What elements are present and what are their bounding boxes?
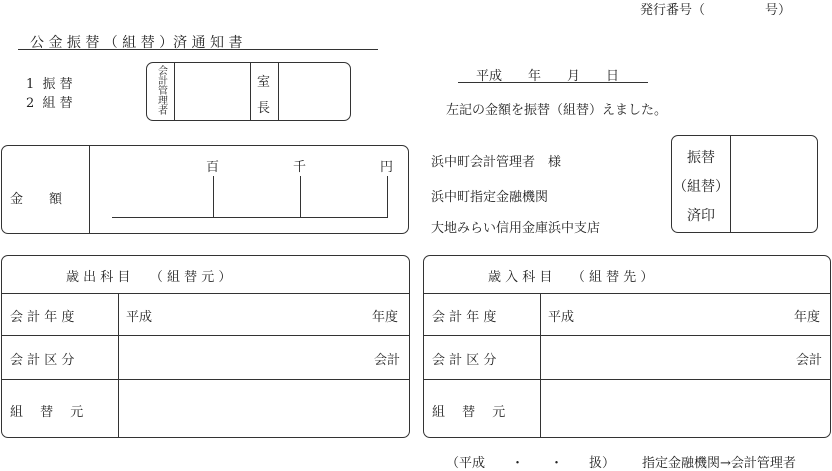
section-divider bbox=[424, 293, 830, 294]
amount-baseline bbox=[112, 217, 388, 218]
reclass-source-label: 組 替 元 bbox=[10, 405, 84, 420]
account-division-label: 会 計 区 分 bbox=[10, 353, 75, 368]
reclass-source-label: 組 替 元 bbox=[432, 405, 506, 420]
fiscal-year-label: 会 計 年 度 bbox=[432, 310, 497, 325]
fiscal-year-prefix: 平成 bbox=[126, 310, 153, 325]
chief-label-bottom: 長 bbox=[257, 101, 271, 116]
unit-yen: 円 bbox=[380, 160, 394, 175]
title-underline bbox=[18, 49, 378, 50]
seal-label-reclass: （組替） bbox=[673, 179, 729, 195]
addressee: 浜中町会計管理者 様 bbox=[431, 155, 562, 170]
notice-text: 左記の金額を振替（組替）えました。 bbox=[446, 103, 668, 118]
amount-box bbox=[1, 145, 409, 234]
amount-tick bbox=[213, 176, 214, 217]
date-underline bbox=[458, 82, 648, 83]
approval-divider bbox=[174, 63, 175, 120]
chief-label-top: 室 bbox=[257, 75, 271, 90]
option-label: 振 替 bbox=[42, 77, 73, 92]
account-division-label: 会 計 区 分 bbox=[432, 353, 497, 368]
option-transfer bbox=[26, 73, 73, 92]
fiscal-year-label: 会 計 年 度 bbox=[10, 310, 75, 325]
approval-box bbox=[146, 62, 351, 121]
revenue-section bbox=[423, 255, 831, 438]
expenditure-title: 歳 出 科 目 （ 組 替 元 ） bbox=[66, 270, 232, 285]
amount-tick bbox=[300, 176, 301, 217]
unit-thousand: 千 bbox=[293, 160, 307, 175]
section-divider bbox=[424, 335, 830, 336]
option-number: 2 bbox=[26, 96, 35, 111]
column-divider bbox=[118, 293, 119, 437]
footer-date: （平成 ・ ・ 扱） bbox=[446, 456, 616, 471]
sender-bank: 浜中町指定金融機関 bbox=[431, 190, 549, 205]
fiscal-year-prefix: 平成 bbox=[548, 310, 575, 325]
approver-label: 会計管理者 bbox=[158, 66, 168, 117]
seal-label-transfer: 振替 bbox=[687, 150, 715, 166]
amount-tick bbox=[387, 176, 388, 217]
seal-label-done: 済印 bbox=[687, 208, 715, 224]
option-reclass bbox=[26, 92, 73, 111]
section-divider bbox=[2, 293, 409, 294]
approval-divider bbox=[250, 63, 251, 120]
amount-label: 金 額 bbox=[10, 192, 63, 207]
seal-box bbox=[671, 135, 818, 233]
account-division-suffix: 会計 bbox=[374, 353, 401, 368]
seal-divider bbox=[730, 136, 731, 232]
date-line: 平成 年 月 日 bbox=[476, 69, 620, 84]
approval-divider bbox=[278, 63, 279, 120]
expenditure-section bbox=[1, 255, 410, 438]
issue-number-prefix: 発行番号（ bbox=[640, 3, 706, 18]
footer-routing: 指定金融機関→会計管理者 bbox=[642, 456, 796, 471]
issue-number-suffix: 号） bbox=[765, 3, 792, 18]
revenue-title: 歳 入 科 目 （ 組 替 先 ） bbox=[488, 270, 654, 285]
section-divider bbox=[424, 379, 830, 380]
fiscal-year-suffix: 年度 bbox=[794, 310, 821, 325]
amount-divider bbox=[89, 146, 90, 233]
fiscal-year-suffix: 年度 bbox=[372, 310, 399, 325]
unit-hundred: 百 bbox=[206, 160, 220, 175]
account-division-suffix: 会計 bbox=[796, 353, 823, 368]
section-divider bbox=[2, 379, 409, 380]
column-divider bbox=[540, 293, 541, 437]
issue-number bbox=[640, 0, 791, 18]
option-label: 組 替 bbox=[42, 96, 73, 111]
section-divider bbox=[2, 335, 409, 336]
document-title: 公 金 振 替 （ 組 替 ）済 通 知 書 bbox=[30, 35, 243, 51]
option-number: 1 bbox=[26, 77, 35, 92]
sender-branch: 大地みらい信用金庫浜中支店 bbox=[431, 221, 601, 236]
